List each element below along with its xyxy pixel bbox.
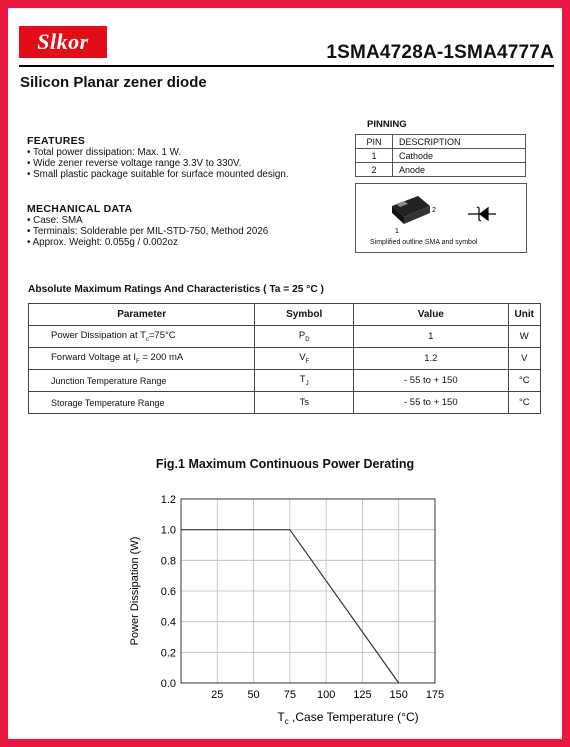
pin-description: Anode bbox=[393, 163, 526, 177]
feature-item: • Total power dissipation: Max. 1 W. bbox=[27, 147, 182, 158]
unit-cell: W bbox=[508, 326, 540, 348]
value-cell: - 55 to + 150 bbox=[354, 392, 508, 414]
chart-grid bbox=[181, 499, 435, 683]
y-tick-label: 0.8 bbox=[160, 555, 176, 568]
part-number: 1SMA4728A-1SMA4777A bbox=[326, 42, 554, 63]
x-tick-label: 75 bbox=[283, 689, 296, 701]
y-tick-label: 0.0 bbox=[160, 678, 176, 690]
value-cell: 1.2 bbox=[354, 348, 508, 370]
y-tick-label: 0.6 bbox=[160, 586, 176, 598]
pin-number: 1 bbox=[356, 149, 393, 163]
y-axis-label: Power Dissipation (W) bbox=[129, 536, 141, 646]
ratings-title: Absolute Maximum Ratings And Characteristics ( Ta = 25 °C ) bbox=[28, 284, 324, 295]
mechanical-item: • Terminals: Solderable per MIL-STD-750, Method 2026 bbox=[27, 226, 269, 238]
symbol-cell: $P_D$ bbox=[255, 326, 354, 348]
symbol-cell: $V_F$ bbox=[255, 348, 354, 370]
datasheet-page bbox=[8, 8, 562, 739]
parameter-cell: Forward Voltage at $I_F = 200$ mA bbox=[29, 348, 255, 370]
page-subtitle: Silicon Planar zener diode bbox=[20, 74, 207, 91]
x-tick-label: 150 bbox=[389, 689, 408, 701]
parameter-cell: Power Dissipation at $T_c=75^\circ C$ bbox=[29, 326, 255, 348]
table-header-cell: Parameter bbox=[29, 304, 255, 326]
table-header-cell: DESCRIPTION bbox=[393, 135, 526, 149]
unit-cell: °C bbox=[508, 392, 540, 414]
features-heading: FEATURES bbox=[27, 135, 86, 147]
table-header-cell: Unit bbox=[508, 304, 540, 326]
table-header-cell: PIN bbox=[356, 135, 393, 149]
pin-number: 2 bbox=[356, 163, 393, 177]
symbol-cell: Ts bbox=[255, 392, 354, 414]
y-tick-label: 0.2 bbox=[160, 647, 176, 660]
mechanical-heading: MECHANICAL DATA bbox=[27, 203, 133, 215]
feature-item: • Wide zener reverse voltage range 3.3V to 330V. bbox=[27, 158, 242, 170]
pinning-heading: PINNING bbox=[367, 119, 407, 130]
power-derating-chart bbox=[8, 8, 562, 739]
chart-ticks bbox=[161, 494, 444, 701]
x-tick-label: 25 bbox=[211, 689, 224, 701]
table-header-cell: Value bbox=[354, 304, 508, 326]
parameter-cell: Junction Temperature Range bbox=[29, 370, 255, 392]
x-axis-label: $T_c$ ,Case Temperature (°C) bbox=[277, 710, 419, 726]
y-tick-label: 1.2 bbox=[160, 494, 176, 506]
package-pin-label: 1 bbox=[395, 228, 399, 235]
mechanical-item: • Case: SMA bbox=[27, 215, 83, 226]
pin-description: Cathode bbox=[393, 149, 526, 163]
unit-cell: °C bbox=[508, 370, 540, 392]
symbol-cell: $T_J$ bbox=[255, 370, 354, 392]
value-cell: - 55 to + 150 bbox=[354, 370, 508, 392]
x-tick-label: 50 bbox=[247, 689, 260, 701]
package-caption: Simplified outline SMA and symbol bbox=[370, 239, 478, 246]
logo-text: Slkor bbox=[37, 29, 89, 54]
chart-title: Fig.1 Maximum Continuous Power Derating bbox=[155, 457, 415, 471]
y-tick-label: 1.0 bbox=[160, 524, 176, 537]
table-header-cell: Symbol bbox=[255, 304, 354, 326]
x-tick-label: 100 bbox=[316, 689, 336, 701]
feature-item: • Small plastic package suitable for surface mounted design. bbox=[27, 169, 289, 181]
x-tick-label: 125 bbox=[353, 689, 372, 701]
x-tick-label: 175 bbox=[425, 689, 445, 701]
y-tick-label: 0.4 bbox=[160, 616, 176, 629]
unit-cell: V bbox=[508, 348, 540, 370]
value-cell: 1 bbox=[354, 326, 508, 348]
parameter-cell: Storage Temperature Range bbox=[29, 392, 255, 414]
package-pin-label: 2 bbox=[432, 207, 436, 214]
mechanical-item: • Approx. Weight: 0.055g / 0.002oz bbox=[27, 237, 178, 249]
